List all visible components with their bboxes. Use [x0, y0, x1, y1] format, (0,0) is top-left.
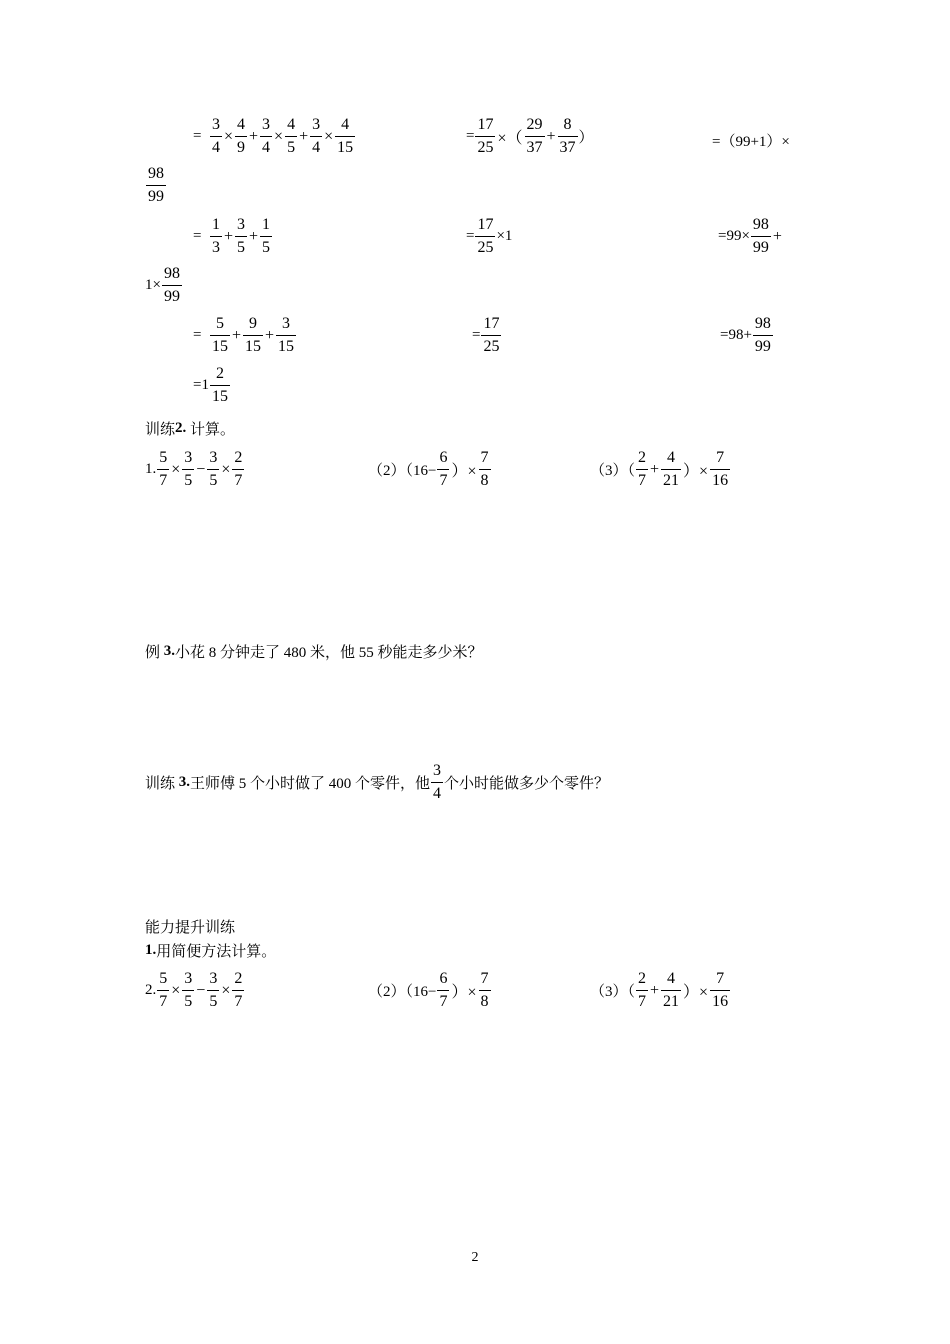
operator: × — [171, 460, 181, 478]
equals-sign: = — [472, 327, 481, 343]
heading-number: 3. — [178, 774, 191, 790]
numerator: 5 — [159, 449, 168, 466]
operator: + — [299, 127, 309, 145]
operator: ）× — [683, 463, 709, 480]
denominator: 7 — [437, 469, 449, 489]
fraction — [437, 450, 449, 489]
denominator: 8 — [479, 469, 491, 489]
numerator: 6 — [439, 449, 448, 466]
numerator: 3 — [282, 315, 291, 332]
operator: + — [231, 326, 241, 344]
numerator: 5 — [215, 315, 224, 332]
heading-text: 例 — [145, 645, 161, 661]
numerator: 3 — [433, 762, 442, 779]
numerator: 4 — [667, 970, 676, 987]
denominator: 5 — [235, 236, 247, 256]
heading-text: 训练 — [145, 422, 176, 438]
fraction — [243, 316, 263, 355]
operator: × — [223, 127, 233, 145]
operator: × — [274, 127, 284, 145]
fraction — [157, 971, 169, 1010]
fraction — [146, 166, 166, 205]
equals-sign: = — [466, 228, 475, 244]
solution-col1-row1 — [193, 117, 356, 156]
fraction — [310, 117, 322, 156]
fraction — [207, 450, 219, 489]
training2-title — [145, 418, 235, 439]
numerator: 7 — [716, 449, 725, 466]
numerator: 98 — [148, 165, 164, 182]
denominator: 7 — [157, 469, 169, 489]
heading-text: 训练 — [145, 776, 176, 792]
numerator: 98 — [754, 315, 771, 332]
fraction — [232, 971, 244, 1010]
equals-sign: = — [193, 327, 202, 343]
numerator: 4 — [287, 116, 296, 133]
fraction — [207, 971, 219, 1010]
equals-sign: = — [466, 128, 475, 144]
solution-col2-row3 — [472, 316, 502, 355]
ability-problem-1 — [145, 971, 245, 1010]
solution-col3-row2-wrap — [145, 266, 183, 305]
denominator: 4 — [260, 136, 272, 156]
denominator: 4 — [310, 136, 322, 156]
numerator: 29 — [526, 116, 543, 133]
fraction — [285, 117, 297, 156]
numerator: 3 — [262, 116, 271, 133]
numerator: 17 — [477, 216, 494, 233]
numerator: 2 — [638, 970, 647, 987]
page-number: 2 — [471, 1250, 479, 1265]
fraction — [431, 763, 443, 802]
fraction — [479, 450, 491, 489]
numerator: 1 — [211, 216, 220, 233]
fraction — [710, 450, 730, 489]
numerator: 4 — [667, 449, 676, 466]
numerator: 3 — [209, 449, 218, 466]
numerator: 2 — [215, 365, 224, 382]
operator: × — [324, 127, 334, 145]
numerator: 8 — [563, 116, 572, 133]
heading-number: 2. — [175, 420, 187, 436]
fraction — [162, 266, 182, 305]
fraction — [276, 316, 296, 355]
denominator: 37 — [558, 136, 578, 156]
numerator: 2 — [234, 970, 243, 987]
numerator: 7 — [480, 449, 489, 466]
solution-col3-row3 — [720, 316, 774, 355]
denominator: 25 — [481, 335, 501, 355]
solution-col2-row2 — [466, 217, 512, 256]
denominator: 7 — [157, 990, 169, 1010]
fraction — [636, 971, 648, 1010]
fraction — [661, 450, 681, 489]
solution-col3-row2 — [718, 217, 783, 256]
problem-label: （2）（16− — [368, 984, 437, 1000]
numerator: 17 — [483, 315, 500, 332]
example3-question — [145, 641, 483, 662]
problem-label: （3）（ — [590, 984, 636, 1000]
operator: + — [650, 981, 660, 999]
denominator: 99 — [751, 236, 771, 256]
denominator: 7 — [232, 469, 244, 489]
section-title: 能力提升训练 — [145, 920, 236, 936]
numerator: 98 — [163, 265, 180, 282]
operator: × — [221, 981, 231, 999]
denominator: 21 — [661, 990, 681, 1010]
denominator: 21 — [661, 469, 681, 489]
fraction — [210, 117, 222, 156]
problem-label: 1. — [145, 461, 157, 477]
fraction — [475, 217, 495, 256]
fraction — [636, 450, 648, 489]
heading-text: 计算。 — [190, 422, 236, 438]
fraction — [751, 217, 771, 256]
operator: × — [221, 460, 231, 478]
expression: 1× — [145, 277, 161, 293]
denominator: 5 — [260, 236, 272, 256]
denominator: 99 — [146, 185, 166, 205]
fraction — [260, 217, 272, 256]
fraction — [210, 366, 230, 405]
numerator: 3 — [312, 116, 321, 133]
numerator: 7 — [716, 970, 725, 987]
denominator: 15 — [335, 136, 355, 156]
denominator: 15 — [243, 335, 263, 355]
denominator: 25 — [475, 236, 495, 256]
numerator: 98 — [752, 216, 769, 233]
denominator: 15 — [210, 335, 230, 355]
operator: + — [249, 127, 259, 145]
denominator: 5 — [207, 469, 219, 489]
fraction — [710, 971, 730, 1010]
numerator: 2 — [638, 449, 647, 466]
numerator: 4 — [341, 116, 350, 133]
numerator: 5 — [159, 970, 168, 987]
question-text: 小花 8 分钟走了 480 米，他 55 秒能走多少米？ — [175, 645, 483, 661]
denominator: 37 — [525, 136, 545, 156]
numerator: 2 — [234, 449, 243, 466]
fraction — [235, 217, 247, 256]
numerator: 1 — [262, 216, 271, 233]
training2-problem-1 — [145, 450, 245, 489]
heading-number: 3. — [163, 643, 176, 659]
fraction — [235, 117, 247, 156]
numerator: 3 — [184, 970, 193, 987]
training2-problem-2 — [368, 450, 492, 489]
solution-col3-row1-wrap — [145, 166, 167, 205]
training3-question — [145, 763, 609, 802]
denominator: 16 — [710, 990, 730, 1010]
denominator: 5 — [285, 136, 297, 156]
training2-problem-3 — [590, 450, 731, 489]
operator: ）× — [683, 984, 709, 1001]
operator: − — [196, 981, 206, 999]
fraction — [232, 450, 244, 489]
problem-label: （3）（ — [590, 463, 636, 479]
denominator: 3 — [210, 236, 222, 256]
fraction — [210, 316, 230, 355]
equals-sign: = — [193, 128, 202, 144]
fraction — [661, 971, 681, 1010]
operator: + — [772, 227, 782, 245]
fraction — [525, 117, 545, 156]
denominator: 8 — [479, 990, 491, 1010]
fraction — [753, 316, 773, 355]
solution-col2-row1 — [466, 117, 594, 156]
equals-sign: =1 — [193, 377, 209, 393]
expression: =（99+1）× — [712, 134, 790, 150]
fraction — [475, 117, 495, 156]
numerator: 3 — [211, 116, 220, 133]
fraction — [437, 971, 449, 1010]
question-text: 王师傅 5 个小时做了 400 个零件，他 — [190, 776, 431, 792]
close-paren: ） — [578, 130, 594, 146]
denominator: 4 — [431, 782, 443, 802]
operator: + — [650, 460, 660, 478]
operator: − — [196, 460, 206, 478]
denominator: 9 — [235, 136, 247, 156]
solution-col1-row4 — [193, 366, 231, 405]
denominator: 15 — [210, 385, 230, 405]
ability-problem-2 — [368, 971, 492, 1010]
ability-problem-3 — [590, 971, 731, 1010]
question-text: 个小时能做多少个零件？ — [444, 776, 610, 792]
operator: ）× — [451, 463, 477, 480]
fraction — [481, 316, 501, 355]
denominator: 15 — [276, 335, 296, 355]
numerator: 7 — [480, 970, 489, 987]
equals-sign: = — [193, 228, 202, 244]
denominator: 7 — [636, 990, 648, 1010]
fraction — [182, 450, 194, 489]
numerator: 17 — [477, 116, 494, 133]
denominator: 7 — [636, 469, 648, 489]
denominator: 4 — [210, 136, 222, 156]
numerator: 4 — [237, 116, 245, 133]
solution-col1-row2 — [193, 217, 273, 256]
expression: =98+ — [720, 327, 752, 343]
denominator: 5 — [182, 469, 194, 489]
solution-col1-row3 — [193, 316, 297, 355]
numerator: 3 — [237, 216, 245, 233]
denominator: 25 — [475, 136, 495, 156]
numerator: 6 — [439, 970, 448, 987]
fraction — [558, 117, 578, 156]
problem-label: 2. — [145, 982, 157, 998]
fraction — [260, 117, 272, 156]
solution-col3-row1 — [712, 130, 790, 151]
denominator: 5 — [207, 990, 219, 1010]
denominator: 99 — [162, 285, 182, 305]
operator: ×（ — [497, 130, 523, 147]
denominator: 99 — [753, 335, 773, 355]
operator: + — [223, 227, 233, 245]
denominator: 16 — [710, 469, 730, 489]
denominator: 7 — [437, 990, 449, 1010]
heading-number: 1. — [145, 942, 157, 958]
ability-subtitle — [145, 940, 276, 961]
multiplier: ×1 — [496, 228, 513, 244]
fraction — [335, 117, 355, 156]
fraction — [479, 971, 491, 1010]
heading-text: 用简便方法计算。 — [156, 944, 277, 960]
denominator: 7 — [232, 990, 244, 1010]
fraction — [157, 450, 169, 489]
numerator: 9 — [249, 315, 257, 332]
fraction — [182, 971, 194, 1010]
expression: =99× — [718, 228, 750, 244]
denominator: 5 — [182, 990, 194, 1010]
problem-label: （2）（16− — [368, 463, 437, 479]
operator: ）× — [451, 984, 477, 1001]
numerator: 3 — [209, 970, 218, 987]
operator: + — [265, 326, 275, 344]
ability-title — [145, 916, 235, 937]
operator: + — [249, 227, 259, 245]
numerator: 3 — [184, 449, 193, 466]
fraction — [210, 217, 222, 256]
operator: × — [171, 981, 181, 999]
operator: + — [546, 127, 556, 145]
